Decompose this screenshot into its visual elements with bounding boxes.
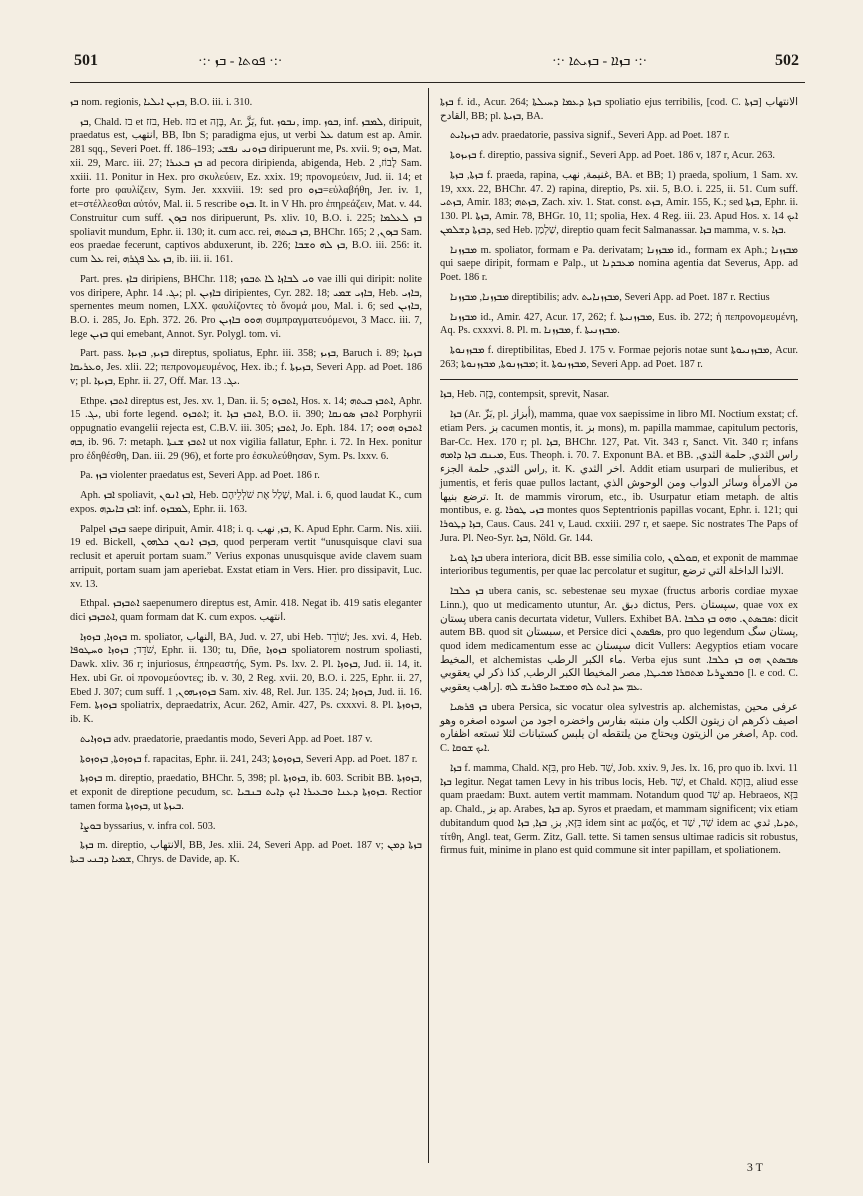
dictionary-entry: ܡܒܙܙܢܐ m. spoliator, formam e Pa. derivatam; ܡܒܙܙܢܐ id., formam ex Aph.; ܡܒܙܙܢܐ qui saepe diripit, formam e Palp., ut ܡܥܒܕܢܐ nomina agentia dat Severus, App. ad Poet. 186 r. <box>440 244 798 284</box>
dictionary-entry: ܒܙܘܙܬܐ m. direptio, praedatio, BHChr. 5, 398; pl. ܒܙܘܙܬܐ, ib. 603. Scribit BB. ܒܙܘܙܬܐ, et exponit de direptione pecudum, sc. ܒܙܘܙܬܐ ܕܥܢܐ ܘܒܥܝܪܐ ܐܝܟ ܕܐܝܬ ܒܢܒܝܐ. Rectior tamen forma ܒܙܘܙܬܐ, ut ܒܝܙܬܐ. <box>70 773 422 812</box>
dictionary-entry: ܒܙܬܐ, ܒܙܬܐ f. praeda, rapina, غنيمة, نهب, BA. et BB; 1) praeda, spolium, 1 Sam. xv. 19, xxx. 22, BHChr. 47. 2) rapina, direptio, Ps. xii. 5, B.O. i. 225, ii. 51. Cum suff. ܒܙܬܝ, Amir. 183; ܒܙܬܗ, Zach. xiv. 1. Stat. const. ܒܙܬ, Amir. 155, K.; sed ܒܙܬܐ, Ephr. ii. 130. Pl. ܒܙܬܐ, Amir. 78, BHGr. 10, 11; spolia, Hex. 4 Reg. iii. 23. Apud Hos. x. 14 ܐܝܟ ܕܒܙܬܐ ܕܫܠܡܢ, sed Heb. שַׁלְמַן, direptio quam fecit Salmanassar. ܒܙܐ mamma, v. s. ܒܙܐ. <box>440 169 798 236</box>
dictionary-entry: Pa. ܒܙܙ violenter praedatus est, Severi App. ad Poet. 186 r. <box>80 470 320 482</box>
dictionary-entry: Part. pres. ܒܐܙ diripiens, BHChr. 118; ܘܝ ܠܒܐܙܐ ܠܐ ܬܒܘܙ vae illi qui diripit: nolite vos diripere, Aphr. ܝܓ. 14; pl. ܒܐܙܝܢ diripientes, Cyr. 282. 18; ܒܐܙܝ ܫܡܝ, Heb. ܒܐܙܝ, spernentes meum nomen, LXX. φαυλίζοντες τὸ ὄνομά μου, Mal. i. 6; sed ܒܐܙܝܢ, B.O. i. 285, Jo. Eph. 372. 26. Pro ܗܘܘ ܒܐܙܝܢ συμπραγματευόμενοι, 3 Macc. iii. 7, lege ܒܙܝܢ qui emebant, Annot. Syr. Polygl. tom. vi. <box>70 273 422 340</box>
dictionary-entry: ܒܙ nom. regionis, ܒܙܝܢ ܐܝܠܝܐ, B.O. iii. i. 310. <box>70 97 253 108</box>
right-column-lower <box>440 388 798 858</box>
dictionary-entry: ܒܘܨܐ byssarius, v. infra col. 503. <box>80 820 216 832</box>
left-column <box>70 96 422 873</box>
column-divider <box>428 88 429 1163</box>
running-header <box>0 50 863 80</box>
page-number-right: 502 <box>775 52 799 69</box>
dictionary-entry: Ethpal. ܐܬܒܙܒܙ saepenumero direptus est, Amir. 418. Negat ib. 419 satis eleganter dici ܐܬܒܙܒܙ, quam formam dat K. cum expos. انتهب. <box>70 598 423 623</box>
dictionary-entry: ܡܒܙܙܢܐ, ܡܒܙܙܢܐ direptibilis; adv. ܡܒܙܙܢܐܝܬ, Severi App. ad Poet. 187 r. Rectius <box>450 291 770 303</box>
right-column-upper <box>440 96 798 371</box>
dictionary-entry: ܒܙܝܙܘܬܐ f. direptio, passiva signif., Severi App. ad Poet. 186 v, 187 r, Acur. 263. <box>450 150 776 162</box>
dictionary-entry: ܒܙܝܙܐܝܬ adv. praedatorie, passiva signif., Severi App. ad Poet. 187 r. <box>450 130 730 142</box>
running-title-right: ·:· ܒܙܐܐ - ܒܙܝܬܐ ·:· <box>552 54 648 69</box>
header-rule <box>70 82 805 83</box>
dictionary-entry: ܒܙܘܙܐ, ܒܙܘܙܐ m. spoliator, النهاب, BA, Jud. v. 27, ubi Heb. שׁוֹדֵד; Jes. xvi. 4, Heb. שֹׁדֵד; ܒܙܘܙܐ ܘܚܛܘܦܐ, Ephr. ii. 130; tu, Dñe, ܒܙܘܙܐ spoliatorem nostrum spoliasti, Dawk. xliv. 36 r; injuriosus, ἐπηρεαστής, Sym. Ps. lxv. 2. Pl. ܒܙܘܙܐ, Jud. ii. 14, it. Hex. ubi Gr. οἱ προνομεύοντες; ib. v. 30, 2 Reg. xvii. 20, B.O. i. 225, Ephr. ii. 27, Ebed J. 307; cum suff. ܒܙܘܙܝܗܘܢ, 1 Sam. xiv. 48, Rel. Jur. 135. 24; ܒܙܘܙܐ, Jud. ii. 16. Fem. ܒܙܘܙܬܐ spoliatrix, depraedatrix, Acur. 262, Amir. 427, Ps. cxxxvi. 8. Pl. ܒܙܘܙܬܐ, ib. K. <box>70 631 422 726</box>
dictionary-entry: ܡܒܙܙܢܐ id., Amir. 427, Acur. 17, 262; f. ܡܒܙܙܢܝܬܐ, Eus. ib. 272; ἡ πεπρονομευμένη, Aq. Ps. cxxxvi. 8. Pl. m. ܡܒܙܙܢܐ, f. ܡܒܙܙܢܝܬܐ. <box>440 311 798 337</box>
dictionary-entry: ܒܙܬܐ f. id., Acur. 264; ܒܙܬܐ ܕܥܡܐ ܕܚܝܠܬܐ spoliatio ejus terribilis, [cod. C. ܒܙܬܐ] الانتهاب القادح, BB; pl. ܒܙܝܬܐ, BA. <box>440 97 798 122</box>
dictionary-entry: Aph. ܐܒܙ spoliavit, ܐܒܙ ܐܢܘܢ, Heb. שָׁלַל אֶת שֹׁלְלֵיהֶם, Mal. i. 6, quod laudat K., cum expos. ܐܒܙ ܒܐܝܕܗ: inf. ܠܡܒܙܘ, Ephr. ii. 163. <box>70 490 422 515</box>
dictionary-entry: ܒܙܬܐ m. direptio, الانتهاب, BB, Jes. xlii. 24, Severi App. ad Poet. 187 v; ܒܙܬܐ ܕܡܢ ܫܡܝܐ ܕܒܢܝ ܒܝܬܐ, Chrys. de Davide, ap. K. <box>70 840 423 865</box>
dictionary-entry: ܒܙܐ, Heb. בָּזָה, contempsit, sprevit, Nasar. <box>440 389 610 401</box>
dictionary-entry: Ethpe. ܐܬܒܙ direptus est, Jes. xv. 1, Dan. ii. 5; ܐܬܒܙܘ, Hos. x. 14; ܐܬܒܙ ܒܝܬܗ, Aphr. ܝܓ. 15, ubi forte legend. ܐܬܒܙܘ; it. ܐܬܒܙ ܒܙܐ, B.O. ii. 390; ܐܬܒܙ ܣܘܢܩܐ Porphyrii oppugnatio evangelii rejecta est, C.B.V. iii. 305; ܐܬܒܙ, Jo. Eph. 184. 17; ܐܬܒܙܘ ܗܘܘ ܒܗ, ib. 96. 7: metaph. ܐܬܒܙ ܫܢܬܐ ut nox vigilia fallatur, Ephr. i. 72. In Hex. ponitur pro ἐδηθέσθη, Dan. iii. 29 (96), et forte pro ἐσκυλεύθησαν, Sym. Ps. lxxv. 6. <box>70 395 423 462</box>
dictionary-entry: Palpel ܒܙܒܙ saepe diripuit, Amir. 418; i. q. ܒܙ, نهب, K. Apud Ephr. Carm. Nis. xiii. 19 ed. Bickell, ܒܙܒܙ ܐܢܘܢ ܟܠܗܘܢ, quod perperam vertit “unusquisque clavi sua reclusit et aperuit portam suam.” Verius exponas unusquisque avide clavem suam arripuit, portam suam jam aperiebat. Exstat etiam in Vers. Hier. pro dissipavit, Luc. xv. 13. <box>70 523 422 590</box>
dictionary-entry: ܒܙܐ f. mamma, Chald. בִּזָּא, pro Heb. שַׁד, Job. xxiv. 9, Jes. lx. 16, pro quo ib. lxvi. 11 ܒܙܐ legitur. Negat tamen Levy in his tribus locis, Heb. שַׁד, et Chald. בִּזְתָא, aliud esse quam praedam: Buxt. autem vertit mammam. Notandum quod שַׁד ap. Hebraeos, בִּזָּא ap. Chald., بز ap. Arabes, ܒܙܐ ap. Syros et praedam, et mammam significent; vix etiam dubitandum quod בִּזָּא, بز, ܒܙܐ, ܒܙܐ idem sint ac μαζός, et שַׁד, שַׁד idem ac ܬܕܝܐ, ثدي, τίτθη, Angl. teat, Germ. Zitz, Gall. tette. Si tamen sensus ultimae radicis sit robustus, firmus fuit, minime in plano est quid commune sit inter papillam, et spoliationem. <box>440 762 799 857</box>
section-rule <box>440 379 798 380</box>
dictionary-entry: ܒܙ ܦܪܣܝܐ ubera Persica, sic vocatur olea sylvestris ap. alchemistas, عرفى محين اصيف ذكرهم ان زيتون الكلب وان منبته بفارس واخضره اجود من اسوده اصغره وهو اصغر من الزيتون ويحتاج من يلتقطه ان يلبس كستبانات لئلا تستعه اظفاره, Ap. cod. C. ܐܝܟ ܫܘܩܐ. <box>440 701 798 755</box>
signature-mark: 3 T <box>746 1160 763 1174</box>
dictionary-entry: ܒܙ, Chald. בז et בזז, Heb. בזז et בָּזָה, Ar. بَزَّ, fut. ܢܒܘܙ, imp. ܒܘܙ, inf. ܠܡܒܙ, diripuit, praedatus est, انتهب, BB, Ibn S; paradigma ejus, ut verbi ܥܠ datum est ap. Amir. 281 sqq., Severi Poet. ff. 186–193; ܒܙܘܢܝ ܢܦܫܝ diripuerunt me, Ps. xvii. 9; ܒܙܘ, Mat. xii. 29, Marc. iii. 27; ܒܙ ܒܥܝܪܐ ad pecora diripienda, abigenda, Heb. לָבוֹז, 2 Sam. xxiii. 11. Ponitur in Hex. pro σκυλεύειν, Ez. xxix. 19; προνομεύειν, Jud. ii. 14; et forte pro φαυλίζειν, Sym. Jer. xxxviii. 19: sed pro ܒܙܘ=εὐλαβήθη, Jer. iv. 1, et=στέλλεσθαι αὐτόν, Mal. ii. 5 rescribe ܒܙܘ. It. in V Hh. pro ἐπηρεάζειν, Mat. v. 44. Construitur cum suff. ܒܙܘܢ nos diripuerunt, Ps. xliv. 10, B.O. i. 225; ܒܙ ܠܥܠܡܐ spoliavit mundum, Ephr. ii. 130; it. cum acc. rei, ܒܙ ܒܝܬܗ, BHChr. 165; ܒܙܘܢ, 2 Sam. eos praedae fecerunt, captivos abduxerunt, ib. 226; ܒܙ ܠܗ ܘܫܒܐ, B.O. iii. 256: it. cum ܥܠ rei, ܒܙ ܥܠ ܦܓܪܗ, ib. iii. ii. 161. <box>70 116 423 266</box>
page-number-left: 501 <box>74 52 98 69</box>
right-column <box>440 96 798 864</box>
dictionary-entry: Part. pass. ܒܙܝܙ, ܒܙܝܙܐ direptus, spoliatus, Ephr. iii. 358; ܒܙܝܙ, Baruch i. 89; ܒܙܝܙܐ ܘܥܪܝܩܐ, Jes. xlii. 22; πεπρονομευμένος, Hex. ib.; f. ܒܙܝܙܬܐ, Severi App. ad Poet. 186 v; pl. ܒܙܝܙܐ, Ephr. ii. 27, Off. Mar. ܝܓ. 13. <box>70 348 423 387</box>
running-title-left: ·:· ܦܘܬܐ - ܒܙ ·:· <box>198 54 283 69</box>
dictionary-entry: ܒܙܐ ܓܘܝܐ ubera interiora, dicit BB. esse similia colo, ܩܘܠܘܢ, et exponit de mammae interioribus tegumentis, per quae lac percolatur et sugitur, الاثدا الداخلة التي ترضع. <box>440 552 798 578</box>
dictionary-entry: ܒܙܐ (Ar. بَزّ, pl. أبزاز), mamma, quae vox saepissime in libro MI. Noctium exstat; cf. etiam Pers. بز cacumen montis, it. بز mons), m. papilla mammae, capitulum pectoris, Bar-Cc. Hex. 170 r; pl. ܒܙܐ, BHChr. 127, Pat. Vit. 343 r, Sanct. Vit. 340 r; infans ܡܝܢܩ ܒܙܐ ܕܐܡܗ, Eus. Theoph. i. 70. 7. Exponunt BA. et BB. راس الثدي, حلمة الثدي, راس الثدي, حلمة الجزء, it. K. اخر الثدي. Addit etiam usurpari de mulieribus, et jumentis, et feris quae pullos lactant, من الامرأة وسائر الدواب ومن الوحوش الذي ترضع بنيها. It. de mammis virorum, etc., ib. Usurpatur etiam metaph. de altis montibus, e. g. ܒܙܝ ܛܘܪܐ montes quos Septentrionis papillas vocant, Ephr. i. 121; qui ܒܙܐ ܕܛܘܪܐ, Caus. Caus. 241 v, Laud. cxxiii. 297 r, et saepe. Sic nostrates The Paps of Jura. Pl. Neo-Syr. ܒܙܐ, Nöld. Gr. 144. <box>440 409 799 544</box>
dictionary-entry: ܡܒܙܙܢܘܬܐ f. direptibilitas, Ebed J. 175 v. Formae pejoris notae sunt ܡܒܙܙܢܝܘܬܐ, Acur. 263; ܡܒܙܙܢܘܬܐ, ܡܒܙܙܢܘܬܐ; it. ܡܒܙܙܢܘܬܐ, Severi App. ad Poet. 187 r. <box>440 345 798 370</box>
dictionary-entry: ܒܙ ܟܠܒܐ ubera canis, sc. sebestenae seu myxae (fructus arboris cordiae myxae Linn.), quo ut medicamento utuntur, Ar. دبق dictus, Pers. سپستان, quae vox ex پستان ubera canis decurtata videtur, Vullers. Exhibet BA. ܣܒܣܬܢ. ܘܗܘ ܒܙ ܟܠܒܐ: dicit autem BB. quod sit سبستان, et Persice dici ܣܦܣܬܢ, pro quo legendum پستان سگ, quod idem medicamentum esse ac سپستان dicit Vullers: Aegyptios etiam vocare المخيط, et alchemistas ماء الكبر الرطب. Verba ejus sunt ܣܒܣܬܢ ܗܘ ܒܙ ܟܠܒܐ. ܘܒܡܨܪܝܐ ܡܬܩܪܐ ܡܟܝܛܐ, مصر المخيطا الكبر الرطب, كذا ذكر لي يعقوبي [l. e cod. C. راهب يعقوبي]. ܥܡ ܚܕ ܐܝܬ ܠܗ ܘܡܫܚܐ ܘܦܪܝܫ ܠܗ. <box>440 586 799 694</box>
dictionary-entry: ܒܙܘܙܘܬܐ, ܒܙܘܙܘܬܐ f. rapacitas, Ephr. ii. 241, 243; ܒܙܘܙܘܬܐ, Severi App. ad Poet. 187 r. <box>80 753 418 765</box>
dictionary-entry: ܒܙܘܙܐܝܬ adv. praedatorie, praedantis modo, Severi App. ad Poet. 187 v. <box>80 733 373 745</box>
